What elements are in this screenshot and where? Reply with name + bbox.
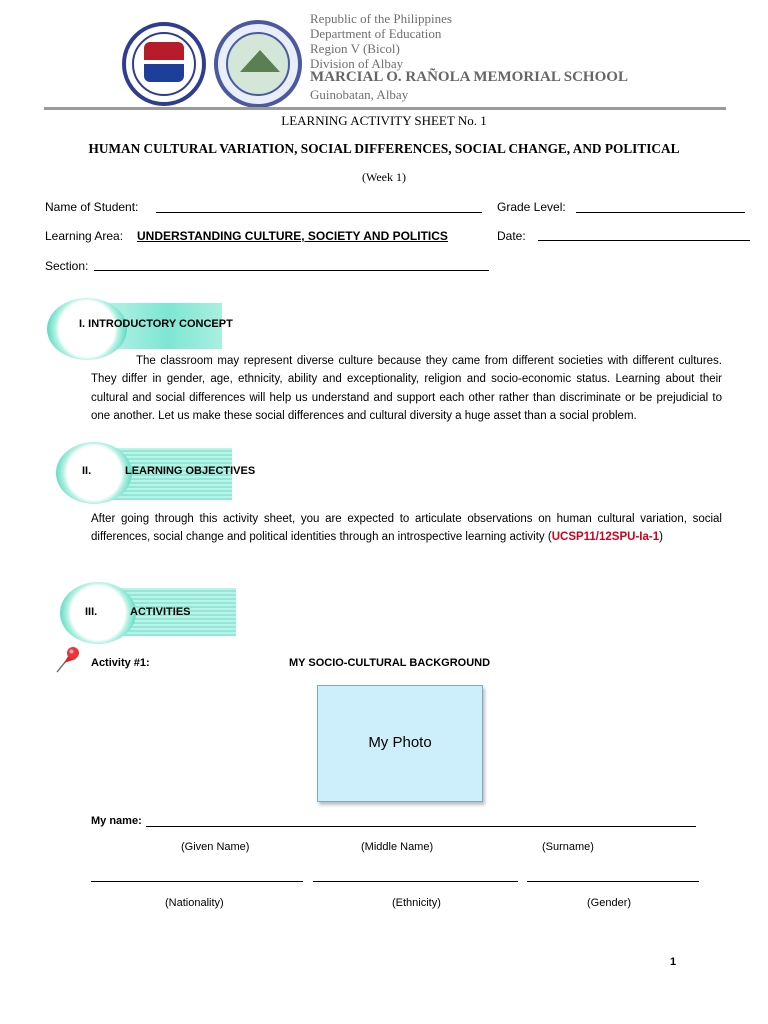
page-number: 1 — [670, 956, 677, 968]
surname-caption: (Surname) — [542, 841, 594, 853]
grade-level-line[interactable] — [576, 212, 745, 213]
nationality-caption: (Nationality) — [165, 897, 224, 909]
intro-paragraph: The classroom may represent diverse culture because they came from different societies with different cultures. They differ in gender, age, ethnicity, ability and exceptionality, religion and socio-economic status. Learning about their cultural and social differences will help us understand and support each other rather than discriminate or be prejudicial to one another. Let us make these social differences and cultural diversity a huge asset than a social problem. — [91, 355, 722, 423]
activity-label: Activity #1: — [91, 657, 150, 669]
ethnicity-line[interactable] — [313, 881, 518, 882]
nationality-line[interactable] — [91, 881, 303, 882]
gender-caption: (Gender) — [587, 897, 632, 909]
activity-title: MY SOCIO-CULTURAL BACKGROUND — [289, 657, 491, 669]
header-school-name: MARCIAL O. RAÑOLA MEMORIAL SCHOOL — [310, 69, 628, 85]
week-label: (Week 1) — [361, 170, 406, 184]
intro-heading: I. INTRODUCTORY CONCEPT — [79, 318, 233, 330]
learning-area-label: Learning Area: — [45, 229, 124, 243]
activities-header-circle — [60, 582, 136, 644]
deped-seal-logo — [122, 22, 206, 106]
activities-number: III. — [85, 606, 98, 618]
date-label: Date: — [497, 229, 526, 243]
main-title: HUMAN CULTURAL VARIATION, SOCIAL DIFFERENCES, SOCIAL CHANGE, AND POLITICAL — [88, 141, 680, 156]
date-line[interactable] — [538, 240, 750, 241]
objectives-header-circle — [56, 442, 132, 504]
activities-heading: ACTIVITIES — [130, 606, 191, 618]
sheet-title: LEARNING ACTIVITY SHEET No. 1 — [281, 113, 487, 128]
objectives-number: II. — [82, 465, 92, 477]
photo-label: My Photo — [368, 734, 432, 751]
gender-line[interactable] — [527, 881, 699, 882]
header-division: Division of Albay — [310, 56, 404, 71]
section-label: Section: — [45, 259, 89, 273]
ethnicity-caption: (Ethnicity) — [392, 897, 441, 909]
photo-box — [317, 685, 483, 802]
student-name-label: Name of Student: — [45, 200, 139, 214]
school-seal-logo — [214, 20, 302, 108]
objectives-heading: LEARNING OBJECTIVES — [125, 465, 256, 477]
section-line[interactable] — [94, 270, 489, 271]
learning-area-value: UNDERSTANDING CULTURE, SOCIETY AND POLITICS — [137, 229, 448, 243]
grade-level-label: Grade Level: — [497, 200, 566, 214]
my-name-label: My name: — [91, 815, 142, 827]
header-department: Department of Education — [310, 26, 442, 41]
objectives-paragraph: After going through this activity sheet, you are expected to articulate observations on human cultural variation, social differences, social change and political identities through an introspective learning activity (UCSP11/12SPU-Ia-1) — [91, 513, 722, 544]
given-name-caption: (Given Name) — [181, 841, 250, 853]
competency-code: UCSP11/12SPU-Ia-1 — [551, 531, 660, 544]
student-name-line[interactable] — [156, 212, 482, 213]
header-divider — [44, 107, 726, 110]
my-name-line[interactable] — [146, 826, 696, 827]
middle-name-caption: (Middle Name) — [361, 841, 434, 853]
header-town: Guinobatan, Albay — [310, 87, 409, 102]
header-region: Region V (Bicol) — [310, 41, 400, 56]
header-republic: Republic of the Philippines — [310, 11, 452, 26]
pushpin-icon — [53, 644, 81, 674]
